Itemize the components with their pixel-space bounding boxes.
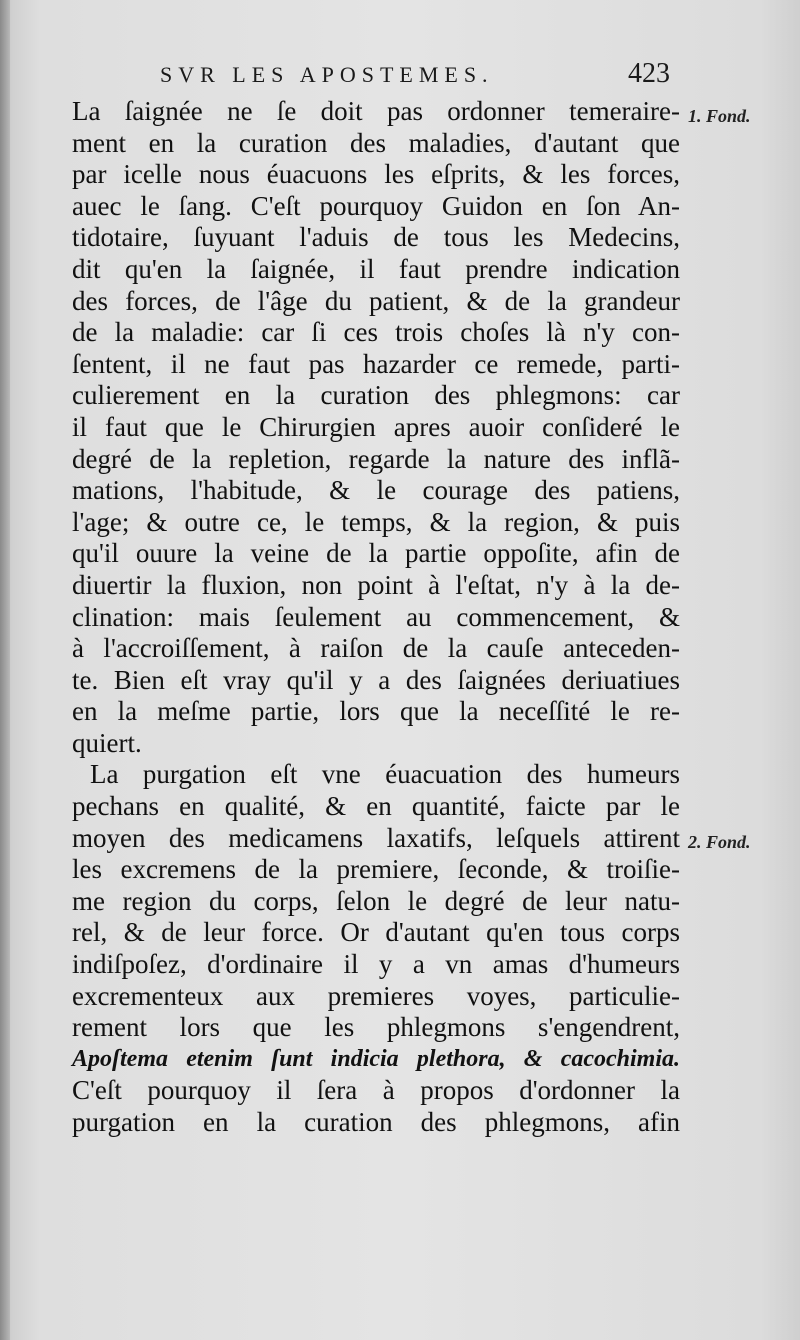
text-line: dit qu'en la ſaignée, il faut prendre indication — [72, 253, 680, 284]
text-line: indiſpoſez, d'ordinaire il y a vn amas d'humeurs — [72, 949, 680, 980]
text-line: en la meſme partie, lors que la neceſſité le re- — [72, 696, 680, 727]
text-line: La ſaignée ne ſe doit pas ordonner temeraire- — [72, 96, 680, 126]
page-number: 423 — [628, 58, 670, 89]
text-line: auec le ſang. C'eſt pourquoy Guidon en ſon An- — [72, 190, 680, 221]
text-line: quiert. — [72, 727, 142, 758]
body-text — [72, 96, 680, 1139]
text-line: culierement en la curation des phlegmons: car — [72, 380, 680, 411]
book-gutter — [0, 0, 10, 1340]
text-line: excrementeux aux premieres voyes, particulie- — [72, 980, 680, 1011]
text-line: me region du corps, ſelon le degré de leur natu- — [72, 885, 680, 916]
text-line: C'eſt pourquoy il ſera à propos d'ordonner la — [72, 1075, 680, 1106]
text-line: purgation en la curation des phlegmons, afin — [72, 1107, 680, 1137]
text-line: degré de la repletion, regarde la nature des inflã- — [72, 443, 680, 474]
text-line: moyen des medicamens laxatifs, leſquels attirent — [72, 822, 680, 853]
text-line: clination: mais ſeulement au commencement, & — [72, 601, 680, 632]
text-line: les excremens de la premiere, ſeconde, & troiſie- — [72, 854, 680, 885]
latin-quote-line: Apoſtema etenim ſunt indicia plethora, & cacochimia. — [72, 1045, 680, 1072]
text-line: de la maladie: car ſi ces trois choſes là n'y con- — [72, 317, 680, 348]
text-line: qu'il ouure la veine de la partie oppoſite, afin de — [72, 538, 680, 569]
margin-note-2: 2. Fond. — [688, 832, 751, 852]
text-line: La purgation eſt vne éuacuation des humeurs — [90, 759, 680, 790]
text-line: rel, & de leur force. Or d'autant qu'en tous corps — [72, 917, 680, 948]
text-line: pechans en qualité, & en quantité, faicte par le — [72, 791, 680, 822]
text-line: par icelle nous éuacuons les eſprits, & les forces, — [72, 159, 680, 190]
text-line: ſentent, il ne faut pas hazarder ce remede, parti- — [72, 348, 680, 379]
text-line: tidotaire, ſuyuant l'aduis de tous les Medecins, — [72, 222, 680, 253]
margin-note-1: 1. Fond. — [688, 106, 751, 126]
text-line: l'age; & outre ce, le temps, & la region, & puis — [72, 506, 680, 537]
text-line: rement lors que les phlegmons s'engendrent, — [72, 1012, 680, 1043]
text-line: des forces, de l'âge du patient, & de la grandeur — [72, 285, 680, 316]
text-line: mations, l'habitude, & le courage des patiens, — [72, 475, 680, 506]
text-line: ment en la curation des maladies, d'autant que — [72, 127, 680, 158]
running-head: SVR LES APOSTEMES. — [160, 62, 494, 87]
text-line: il faut que le Chirurgien apres auoir conſideré le — [72, 411, 680, 442]
text-line: diuertir la fluxion, non point à l'eſtat, n'y à la de- — [72, 569, 680, 600]
text-line: à l'accroiſſement, à raiſon de la cauſe anteceden- — [72, 633, 680, 664]
text-line: te. Bien eſt vray qu'il y a des ſaignées deriuatiues — [72, 664, 680, 695]
